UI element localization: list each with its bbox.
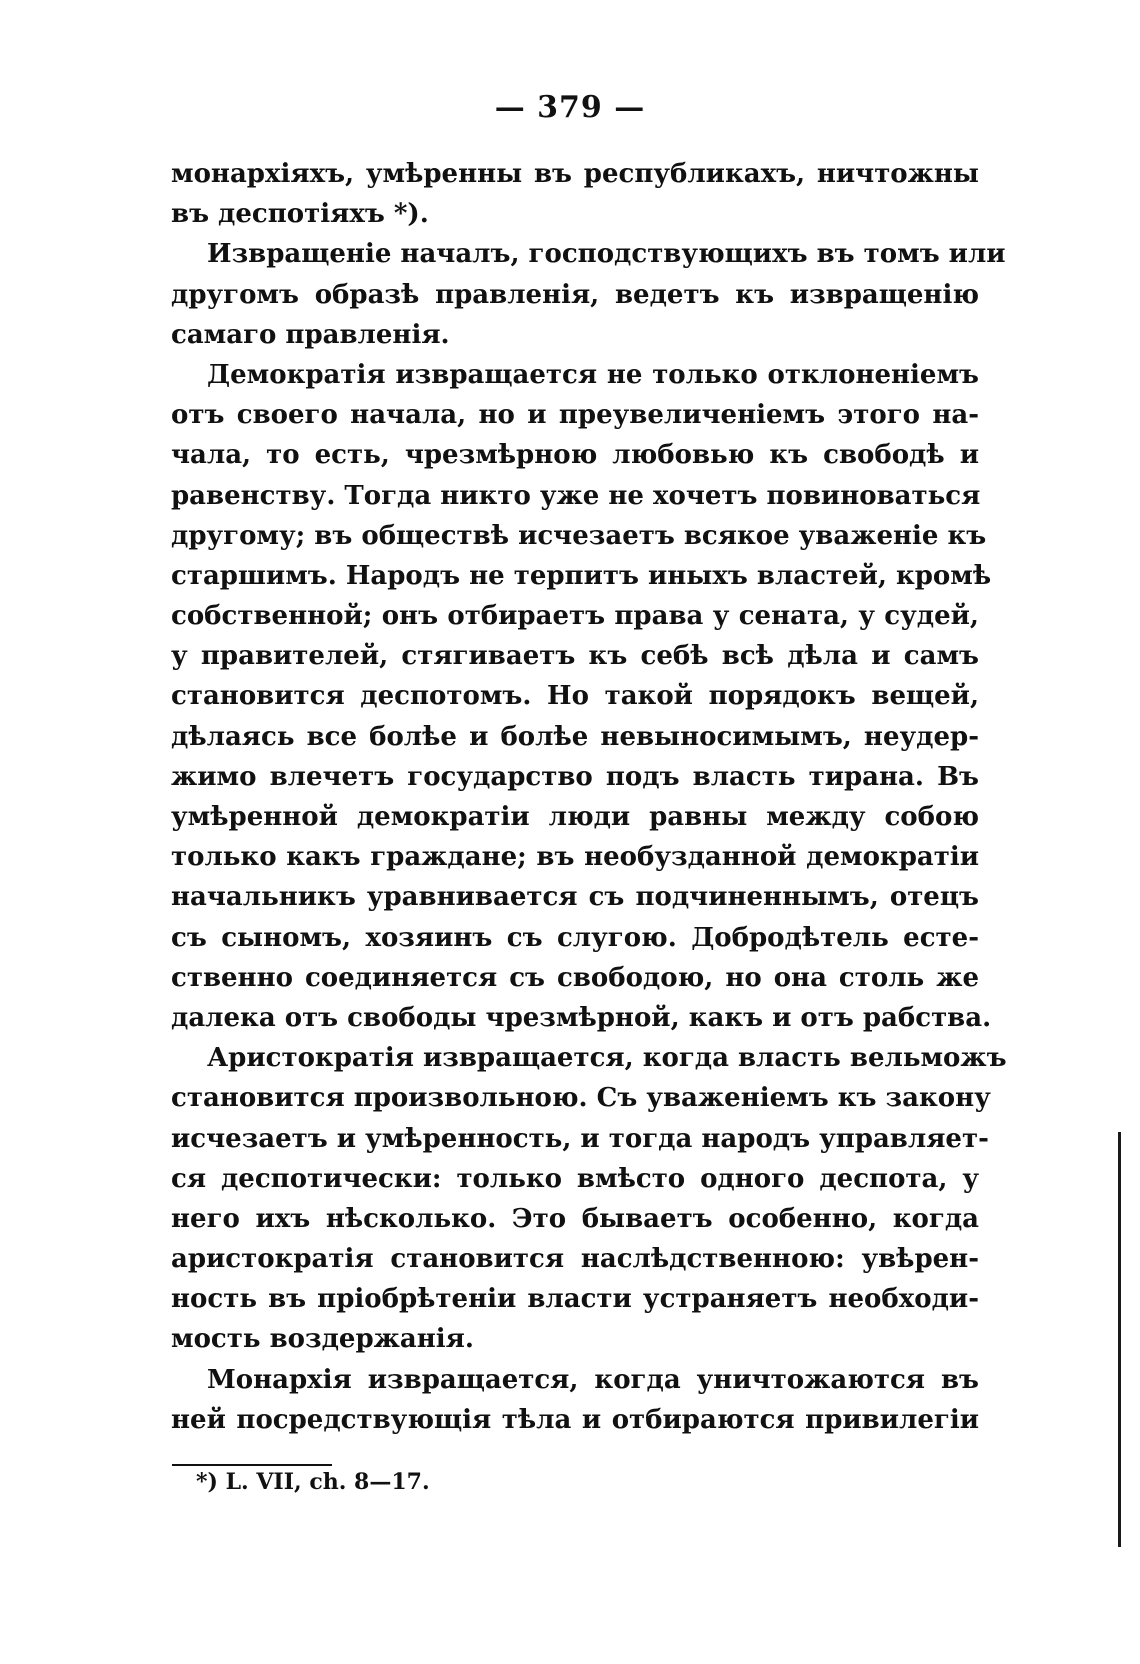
page-number: — 379 —: [494, 90, 646, 125]
text-line: ней посредствующія тѣла и отбираются привилегіи: [171, 1404, 979, 1435]
text-line: монархіяхъ, умѣренны въ республикахъ, ничтожны: [171, 159, 979, 189]
text-line: у правителей, стягиваетъ къ себѣ всѣ дѣла и самъ: [171, 641, 979, 672]
text-line: въ деспотіяхъ *).: [171, 199, 429, 230]
text-line: умѣренной демократіи люди равны между собою: [171, 802, 979, 832]
text-line: далека отъ свободы чрезмѣрной, какъ и отъ рабства.: [171, 1002, 992, 1033]
paragraph-start-line: Извращеніе началъ, господствующихъ въ томъ или: [207, 239, 1006, 270]
paragraph-start-line: Аристократія извращается, когда власть вельможъ: [207, 1043, 1007, 1074]
footnote: *) L. VII, ch. 8—17.: [196, 1469, 430, 1495]
text-line: становится деспотомъ. Но такой порядокъ вещей,: [171, 681, 979, 712]
text-line: собственной; онъ отбираетъ права у сената, у судей,: [171, 601, 979, 632]
text-line: другому; въ обществѣ исчезаетъ всякое уваженіе къ: [171, 520, 987, 551]
paragraph-start-line: Монархія извращается, когда уничтожаются въ: [207, 1364, 979, 1395]
scan-edge-mark: [1118, 1132, 1121, 1547]
text-line: съ сыномъ, хозяинъ съ слугою. Добродѣтель есте-: [171, 922, 979, 953]
text-line: ность въ пріобрѣтеніи власти устраняетъ необходи-: [171, 1284, 979, 1315]
text-line: начальникъ уравнивается съ подчиненнымъ, отецъ: [171, 882, 979, 913]
text-line: становится произвольною. Съ уваженіемъ къ закону: [171, 1083, 991, 1114]
body-text: [171, 154, 1007, 1440]
text-line: только какъ граждане; въ необузданной демократіи: [171, 842, 979, 873]
text-line: другомъ образѣ правленія, ведетъ къ извращенію: [171, 279, 979, 310]
text-line: исчезаетъ и умѣренность, и тогда народъ управляет-: [171, 1123, 989, 1154]
text-line: отъ своего начала, но и преувеличеніемъ этого на-: [171, 400, 979, 431]
paragraph-start-line: Демократія извращается не только отклоненіемъ: [207, 359, 979, 390]
text-line: аристократія становится наслѣдственною: увѣрен-: [171, 1244, 979, 1275]
text-line: самаго правленія.: [171, 319, 450, 350]
text-line: мость воздержанія.: [171, 1324, 474, 1355]
text-line: ся деспотически: только вмѣсто одного деспота, у: [171, 1163, 979, 1194]
text-line: него ихъ нѣсколько. Это бываетъ особенно, когда: [171, 1203, 979, 1234]
text-line: чала, то есть, чрезмѣрною любовью къ свободѣ и: [171, 440, 979, 471]
text-line: равенству. Тогда никто уже не хочетъ повиноваться: [171, 480, 981, 511]
text-line: старшимъ. Народъ не терпитъ иныхъ властей, кромѣ: [171, 560, 992, 591]
text-line: дѣлаясь все болѣе и болѣе невыносимымъ, неудер-: [171, 721, 979, 752]
text-line: ственно соединяется съ свободою, но она столь же: [171, 962, 979, 993]
text-line: жимо влечетъ государство подъ власть тирана. Въ: [171, 761, 979, 792]
